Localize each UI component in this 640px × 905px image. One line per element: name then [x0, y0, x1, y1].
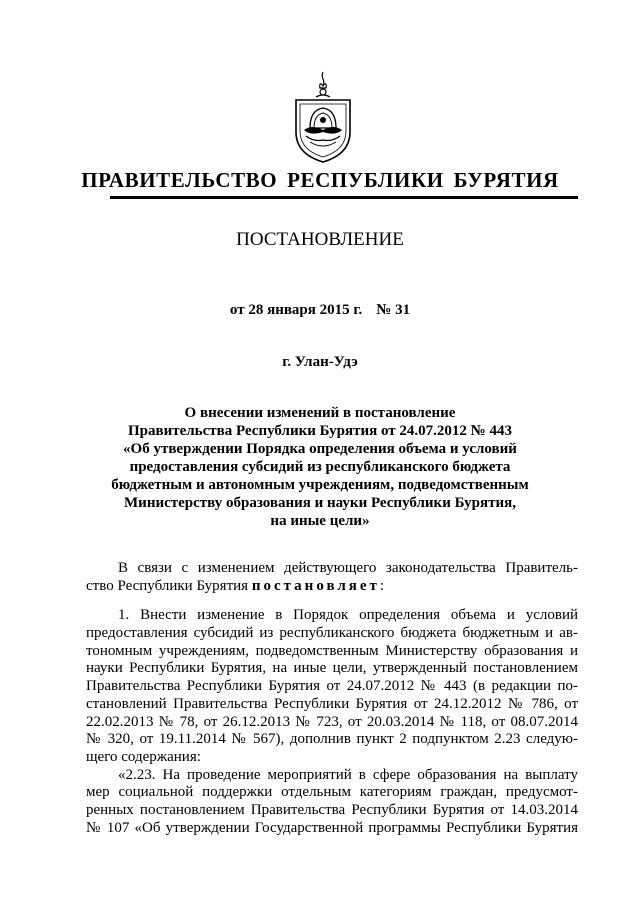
government-title: ПРАВИТЕЛЬСТВО РЕСПУБЛИКИ БУРЯТИЯ	[81, 168, 559, 192]
subject-line: предоставления субсидий из республиканского бюджета	[129, 459, 511, 475]
resolves-keyword: постановляет	[251, 577, 380, 594]
subject-line: Правительства Республики Бурятия от 24.07.2012 № 443	[127, 423, 512, 439]
preamble-line: В связи с изменением действующего законодательства Правитель-	[118, 560, 578, 576]
subject-line: на иные цели»	[270, 513, 370, 529]
subject-line: Министерству образования и науки Республики Бурятия,	[124, 495, 516, 511]
paragraph-line: мер социальной поддержки отдельным категориям граждан, предусмот-	[86, 784, 578, 801]
city: г. Улан-Удэ	[282, 354, 358, 370]
paragraph-line: № 320, от 19.11.2014 № 567), дополнив пункт 2 подпунктом 2.23 следую-	[86, 731, 578, 748]
body-text	[86, 560, 578, 837]
paragraph-gap	[86, 595, 578, 607]
paragraph-line: «2.23. На проведение мероприятий в сфере образования на выплату	[118, 766, 578, 783]
paragraph-line: ренных постановлением Правительства Республики Бурятия от 14.03.2014	[86, 801, 578, 818]
paragraph-line: 1. Внести изменение в Порядок определения объема и условий	[118, 607, 578, 624]
coat-of-arms-icon	[292, 70, 354, 164]
document-date: от 28 января 2015 г.	[229, 302, 363, 318]
paragraph-line: тономным учреждениям, подведомственным Министерству образования и	[86, 642, 578, 659]
paragraph-line: 22.02.2013 № 78, от 26.12.2013 № 723, от 20.03.2014 № 118, от 08.07.2014	[86, 713, 578, 730]
paragraph-line: предоставления субсидий из республиканского бюджета бюджетным и ав-	[86, 625, 578, 642]
paragraph-line: Правительства Республики Бурятия от 24.07.2012 № 443 (в редакции по-	[86, 678, 578, 695]
subject-line: О внесении изменений в постановление	[184, 405, 456, 421]
header-divider	[110, 196, 578, 199]
subject-line: «Об утверждении Порядка определения объема и условий	[123, 441, 517, 457]
subject-line: бюджетным и автономным учреждениям, подведомственным	[111, 477, 529, 493]
date-number-line	[0, 302, 640, 319]
document-number: № 31	[376, 302, 411, 318]
paragraph-line: щего содержания:	[86, 748, 201, 765]
preamble-colon: :	[379, 577, 385, 594]
paragraph-line: становлений Правительства Республики Бурятия от 24.12.2012 № 786, от	[86, 695, 578, 712]
preamble-text: ство Республики Бурятия	[86, 577, 252, 594]
paragraph-line: науки Республики Бурятия, на иные цели, утвержденный постановлением	[86, 660, 578, 677]
document-subject	[110, 404, 530, 530]
document-type: ПОСТАНОВЛЕНИЕ	[236, 229, 404, 250]
paragraph-line: № 107 «Об утверждении Государственной программы Республики Бурятия	[86, 819, 578, 836]
preamble-line	[86, 578, 578, 596]
